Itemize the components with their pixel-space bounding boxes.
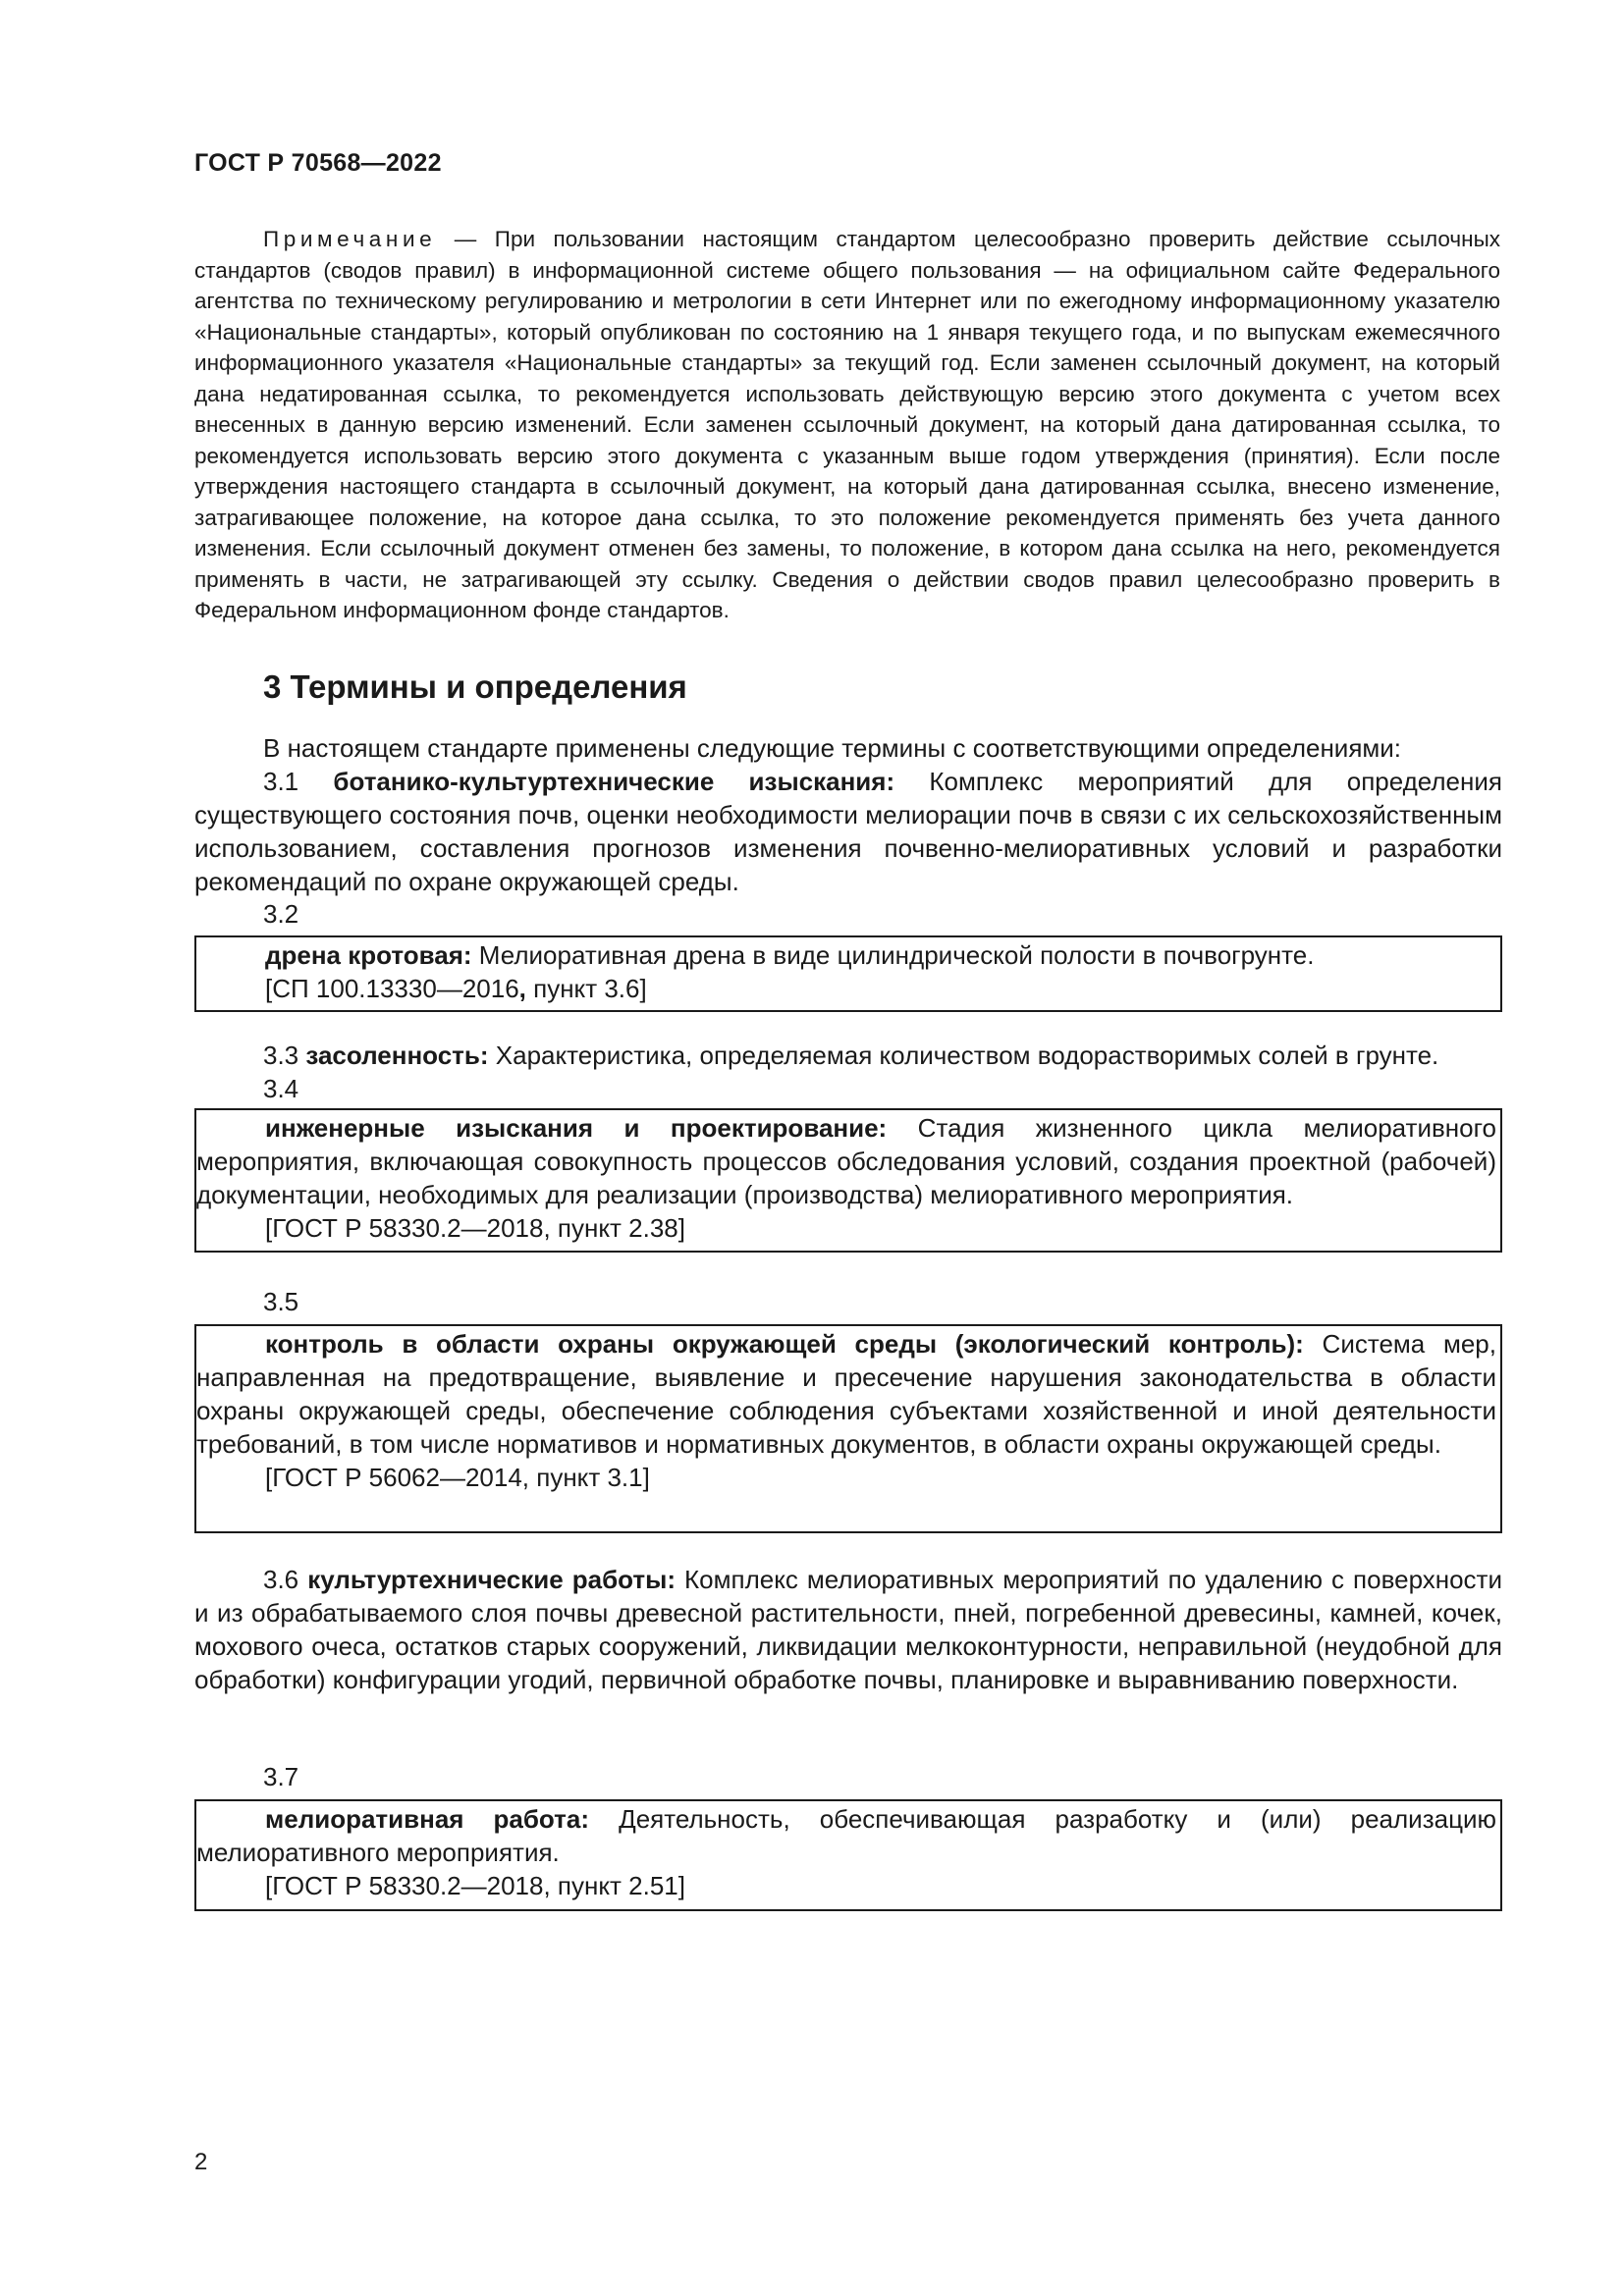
document-code: ГОСТ Р 70568—2022 — [194, 149, 442, 177]
term-name: ботанико-культуртехнические изыскания: — [333, 767, 895, 796]
term-definition: Система мер, направленная на предотвращение, выявление и пресечение нарушения законодательства в области охраны окружающей среды, обеспечение соблюдения субъектами хозяйственной и иной деятельности требований, в том числе нормативов и нормативных документов, в области охраны окружающей среды. — [196, 1329, 1496, 1459]
term-name: засоленность: — [305, 1041, 489, 1070]
term-3-4-number: 3.4 — [263, 1074, 299, 1103]
term-source: [ГОСТ Р 58330.2—2018, пункт 2.38] — [265, 1213, 685, 1243]
term-definition: Стадия жизненного цикла мелиоративного мероприятия, включающая совокупность процессов обследования условий, создания проектной (рабочей) документации, необходимых для реализации (производства) мелиоративного мероприятия. — [196, 1113, 1496, 1209]
note-label: Примечание — [263, 227, 437, 251]
term-3-1 — [194, 765, 1502, 898]
section-title: 3 Термины и определения — [263, 668, 687, 705]
source-ref: [СП 100.13330—2016 — [265, 974, 519, 1003]
term-3-5-box — [194, 1324, 1502, 1533]
term-name: дрена кротовая: — [265, 940, 472, 970]
term-name: культуртехнические работы: — [307, 1565, 676, 1594]
term-name: инженерные изыскания и проектирование: — [265, 1113, 888, 1143]
term-3-2-number: 3.2 — [263, 899, 299, 929]
term-definition: Характеристика, определяемая количеством водорастворимых солей в грунте. — [488, 1041, 1439, 1070]
term-3-4 — [196, 1111, 1500, 1211]
term-source: [ГОСТ Р 56062—2014, пункт 3.1] — [265, 1463, 650, 1492]
term-definition: Комплекс мелиоративных мероприятий по удалению с поверхности и из обрабатываемого слоя почвы древесной растительности, пней, погребенной древесины, камней, кочек, мохового очеса, остатков старых сооружений, ликвидации мелкоконтурности, неправильной (неудобной для обработки) конфигурации угодий, первичной обработке почвы, планировке и выравниванию поверхности. — [194, 1565, 1502, 1694]
term-3-7-number: 3.7 — [263, 1762, 299, 1791]
source-clause: пункт 3.6] — [525, 974, 647, 1003]
term-3-7 — [196, 1802, 1500, 1869]
term-3-3 — [194, 1039, 1502, 1072]
source-separator: , — [518, 974, 526, 1003]
term-3-6-block — [194, 1563, 1502, 1696]
term-3-7-box — [194, 1799, 1502, 1911]
term-name: мелиоративная работа: — [265, 1804, 590, 1834]
term-number: 3.1 — [263, 767, 299, 796]
term-source: [ГОСТ Р 58330.2—2018, пункт 2.51] — [265, 1871, 685, 1900]
term-name: контроль в области охраны окружающей среды (экологический контроль): — [265, 1329, 1304, 1359]
term-number: 3.6 — [263, 1565, 299, 1594]
section-intro: В настоящем стандарте применены следующие термины с соответствующими определениями: — [263, 733, 1402, 763]
term-definition: Деятельность, обеспечивающая разработку и (или) реализацию мелиоративного мероприятия. — [196, 1804, 1497, 1867]
term-3-5-number: 3.5 — [263, 1287, 299, 1316]
term-number: 3.3 — [263, 1041, 299, 1070]
term-definition: Комплекс мероприятий для определения существующего состояния почв, оценки необходимости мелиорации почв в связи с их сельскохозяйственным использованием, составления прогнозов изменения почвенно-мелиоративных условий и разработки рекомендаций по охране окружающей среды. — [194, 767, 1502, 896]
note-paragraph — [194, 224, 1500, 626]
term-3-2-box — [194, 935, 1502, 1012]
page-number: 2 — [194, 2149, 208, 2175]
term-3-4-box — [194, 1108, 1502, 1253]
term-3-3-block — [194, 1039, 1502, 1105]
term-source — [196, 972, 1500, 1005]
term-3-5 — [196, 1327, 1500, 1461]
term-3-2 — [196, 938, 1500, 972]
term-3-1-block — [194, 731, 1502, 898]
term-3-6 — [194, 1563, 1502, 1696]
term-definition: Мелиоративная дрена в виде цилиндрической полости в почвогрунте. — [471, 940, 1315, 970]
note-text: — При пользовании настоящим стандартом целесообразно проверить действие ссылочных стандартов (сводов правил) в информационной системе общего пользования — на официальном сайте Федерального агентства по техническому регулированию и метрологии в сети Интернет или по ежегодному информационному указателю «Национальные стандарты», который опубликован по состоянию на 1 января текущего года, и по выпускам ежемесячного информационного указателя «Национальные стандарты» за текущий год. Если заменен ссылочный документ, на который дана недатированная ссылка, то рекомендуется использовать действующую версию этого документа с учетом всех внесенных в данную версию изменений. Если заменен ссылочный документ, на который дана датированная ссылка, то рекомендуется использовать версию этого документа с указанным выше годом утверждения (принятия). Если после утверждения настоящего стандарта в ссылочный документ, на который дана датированная ссылка, внесено изменение, затрагивающее положение, на которое дана ссылка, то это положение рекомендуется применять без учета данного изменения. Если ссылочный документ отменен без замены, то положение, в котором дана ссылка на него, рекомендуется применять в части, не затрагивающей эту ссылку. Сведения о действии сводов правил целесообразно проверить в Федеральном информационном фонде стандартов. — [194, 227, 1500, 622]
